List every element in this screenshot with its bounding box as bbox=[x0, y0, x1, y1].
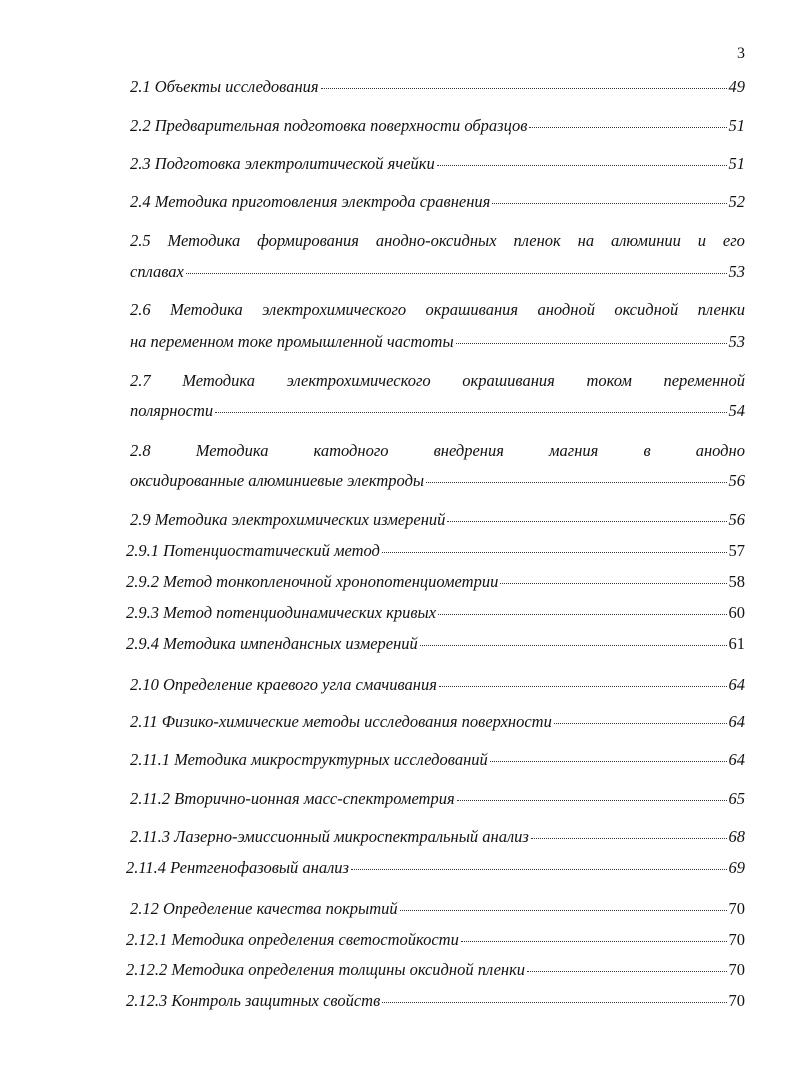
toc-entry bbox=[130, 749, 745, 771]
dot-leader bbox=[437, 164, 727, 166]
toc-entry bbox=[126, 990, 745, 1012]
dot-leader bbox=[456, 342, 727, 344]
toc-entry-title: 2.12.2 Методика определения толщины оксидной пленки bbox=[126, 960, 526, 979]
word: на bbox=[577, 231, 595, 250]
toc-entry-title: полярности bbox=[130, 401, 214, 420]
word: магния bbox=[549, 441, 599, 460]
toc-entry-title: 2.11.3 Лазерно-эмиссионный микроспектральный анализ bbox=[130, 827, 529, 846]
word: и bbox=[697, 231, 707, 250]
dot-leader bbox=[457, 799, 727, 801]
toc-entry-title: сплавах bbox=[130, 262, 184, 281]
toc-entry-page: 57 bbox=[728, 541, 745, 560]
toc-entry-page: 51 bbox=[728, 116, 745, 135]
toc-entry-title: 2.3 Подготовка электролитической ячейки bbox=[130, 154, 435, 173]
toc-entry-first-line bbox=[130, 230, 745, 252]
toc-entry-title: 2.9.1 Потенциостатический метод bbox=[126, 541, 380, 560]
toc-entry-page: 51 bbox=[728, 154, 745, 173]
dot-leader bbox=[492, 202, 726, 204]
dot-leader bbox=[529, 126, 726, 128]
toc-entry-page: 53 bbox=[728, 262, 745, 281]
word: Методика bbox=[195, 441, 269, 460]
dot-leader bbox=[321, 87, 727, 89]
toc-entry-page: 70 bbox=[728, 930, 745, 949]
toc-entry-page: 65 bbox=[728, 789, 745, 808]
toc-entry bbox=[126, 571, 745, 593]
toc-entry-page: 53 bbox=[728, 332, 745, 351]
toc-entry bbox=[130, 711, 745, 733]
dot-leader bbox=[382, 1001, 726, 1003]
word: анодно bbox=[695, 441, 745, 460]
toc-entry-title: 2.4 Методика приготовления электрода сравнения bbox=[130, 192, 491, 211]
toc-entry bbox=[130, 898, 745, 920]
word: пленки bbox=[697, 300, 745, 319]
dot-leader bbox=[531, 837, 727, 839]
toc-entry bbox=[130, 261, 745, 283]
toc-entry-first-line bbox=[130, 299, 745, 321]
toc-entry-page: 60 bbox=[728, 603, 745, 622]
word: током bbox=[586, 371, 632, 390]
word: внедрения bbox=[433, 441, 504, 460]
toc-entry-page: 64 bbox=[728, 712, 745, 731]
dot-leader bbox=[351, 868, 727, 870]
dot-leader bbox=[400, 909, 727, 911]
toc-entry-page: 64 bbox=[728, 750, 745, 769]
toc-entry-title: 2.10 Определение краевого угла смачивания bbox=[130, 675, 437, 694]
dot-leader bbox=[438, 613, 726, 615]
toc-entry bbox=[130, 470, 745, 492]
toc-entry bbox=[130, 115, 745, 137]
toc-entry bbox=[130, 674, 745, 696]
word: окрашивания bbox=[425, 300, 519, 319]
dot-leader bbox=[447, 520, 726, 522]
toc-entry bbox=[130, 191, 745, 213]
toc-entry-page: 58 bbox=[728, 572, 745, 591]
toc-entry-title: 2.12 Определение качества покрытий bbox=[130, 899, 398, 918]
toc-entry-title: 2.9.2 Метод тонкопленочной хронопотенциометрии bbox=[126, 572, 499, 591]
word: электрохимического bbox=[286, 371, 431, 390]
toc-entry-page: 64 bbox=[728, 675, 745, 694]
word: 2.7 bbox=[130, 371, 151, 390]
toc-entry bbox=[130, 788, 745, 810]
word: электрохимического bbox=[262, 300, 407, 319]
dot-leader bbox=[500, 582, 726, 584]
dot-leader bbox=[554, 722, 727, 724]
toc-entry bbox=[126, 602, 745, 624]
toc-entry bbox=[126, 959, 745, 981]
toc-entry-first-line bbox=[130, 370, 745, 392]
toc-entry-title: оксидированные алюминиевые электроды bbox=[130, 471, 425, 490]
word: Методика bbox=[167, 231, 241, 250]
toc-entry bbox=[126, 633, 745, 655]
word: пленок bbox=[513, 231, 561, 250]
word: его bbox=[722, 231, 745, 250]
word: Методика bbox=[169, 300, 243, 319]
dot-leader bbox=[186, 272, 727, 274]
word: переменной bbox=[663, 371, 745, 390]
dot-leader bbox=[382, 551, 727, 553]
toc-entry bbox=[130, 76, 745, 98]
word: алюминии bbox=[610, 231, 681, 250]
toc-entry-page: 70 bbox=[728, 991, 745, 1010]
toc-entry bbox=[130, 509, 745, 531]
toc-entry-title: 2.9 Методика электрохимических измерений bbox=[130, 510, 446, 529]
word: 2.8 bbox=[130, 441, 151, 460]
toc-entry-title: 2.12.3 Контроль защитных свойств bbox=[126, 991, 381, 1010]
toc-entry-page: 56 bbox=[728, 471, 745, 490]
word: формирования bbox=[257, 231, 359, 250]
toc-entry-title: на переменном токе промышленной частоты bbox=[130, 332, 454, 351]
toc-entry-page: 49 bbox=[728, 77, 745, 96]
toc-entry-page: 52 bbox=[728, 192, 745, 211]
word: в bbox=[643, 441, 651, 460]
dot-leader bbox=[426, 481, 726, 483]
toc-entry-page: 70 bbox=[728, 899, 745, 918]
toc-entry-title: 2.1 Объекты исследования bbox=[130, 77, 319, 96]
toc-entry-page: 54 bbox=[728, 401, 745, 420]
dot-leader bbox=[527, 970, 726, 972]
word: окрашивания bbox=[462, 371, 555, 390]
word: оксидной bbox=[614, 300, 679, 319]
toc-entry bbox=[130, 153, 745, 175]
toc-entry-title: 2.12.1 Методика определения светостойкости bbox=[126, 930, 459, 949]
word: анодной bbox=[537, 300, 595, 319]
word: 2.6 bbox=[130, 300, 151, 319]
dot-leader bbox=[461, 940, 727, 942]
toc-entry bbox=[126, 540, 745, 562]
dot-leader bbox=[439, 685, 727, 687]
toc-entry-title: 2.2 Предварительная подготовка поверхности образцов bbox=[130, 116, 528, 135]
toc-entry-title: 2.11.4 Рентгенофазовый анализ bbox=[126, 858, 349, 877]
toc-entry-title: 2.11 Физико-химические методы исследования поверхности bbox=[130, 712, 552, 731]
dot-leader bbox=[215, 411, 726, 413]
toc-entry-page: 69 bbox=[728, 858, 745, 877]
word: 2.5 bbox=[130, 231, 151, 250]
toc-entry-page: 56 bbox=[728, 510, 745, 529]
dot-leader bbox=[420, 644, 727, 646]
toc-entry-title: 2.11.2 Вторично-ионная масс-спектрометрия bbox=[130, 789, 455, 808]
word: анодно-оксидных bbox=[375, 231, 497, 250]
toc-entry-page: 61 bbox=[728, 634, 745, 653]
dot-leader bbox=[490, 760, 727, 762]
toc-entry-page: 68 bbox=[728, 827, 745, 846]
word: Методика bbox=[182, 371, 255, 390]
toc-entry bbox=[126, 857, 745, 879]
toc-entry bbox=[130, 826, 745, 848]
page-number: 3 bbox=[737, 45, 745, 62]
toc-entry-title: 2.9.3 Метод потенциодинамических кривых bbox=[126, 603, 437, 622]
toc-entry bbox=[126, 929, 745, 951]
toc-entry-title: 2.9.4 Методика импендансных измерений bbox=[126, 634, 418, 653]
toc-entry-first-line bbox=[130, 440, 745, 462]
toc-entry-page: 70 bbox=[728, 960, 745, 979]
word: катодного bbox=[313, 441, 389, 460]
toc-entry bbox=[130, 331, 745, 353]
toc-entry-title: 2.11.1 Методика микроструктурных исследований bbox=[130, 750, 488, 769]
toc-entry bbox=[130, 400, 745, 422]
